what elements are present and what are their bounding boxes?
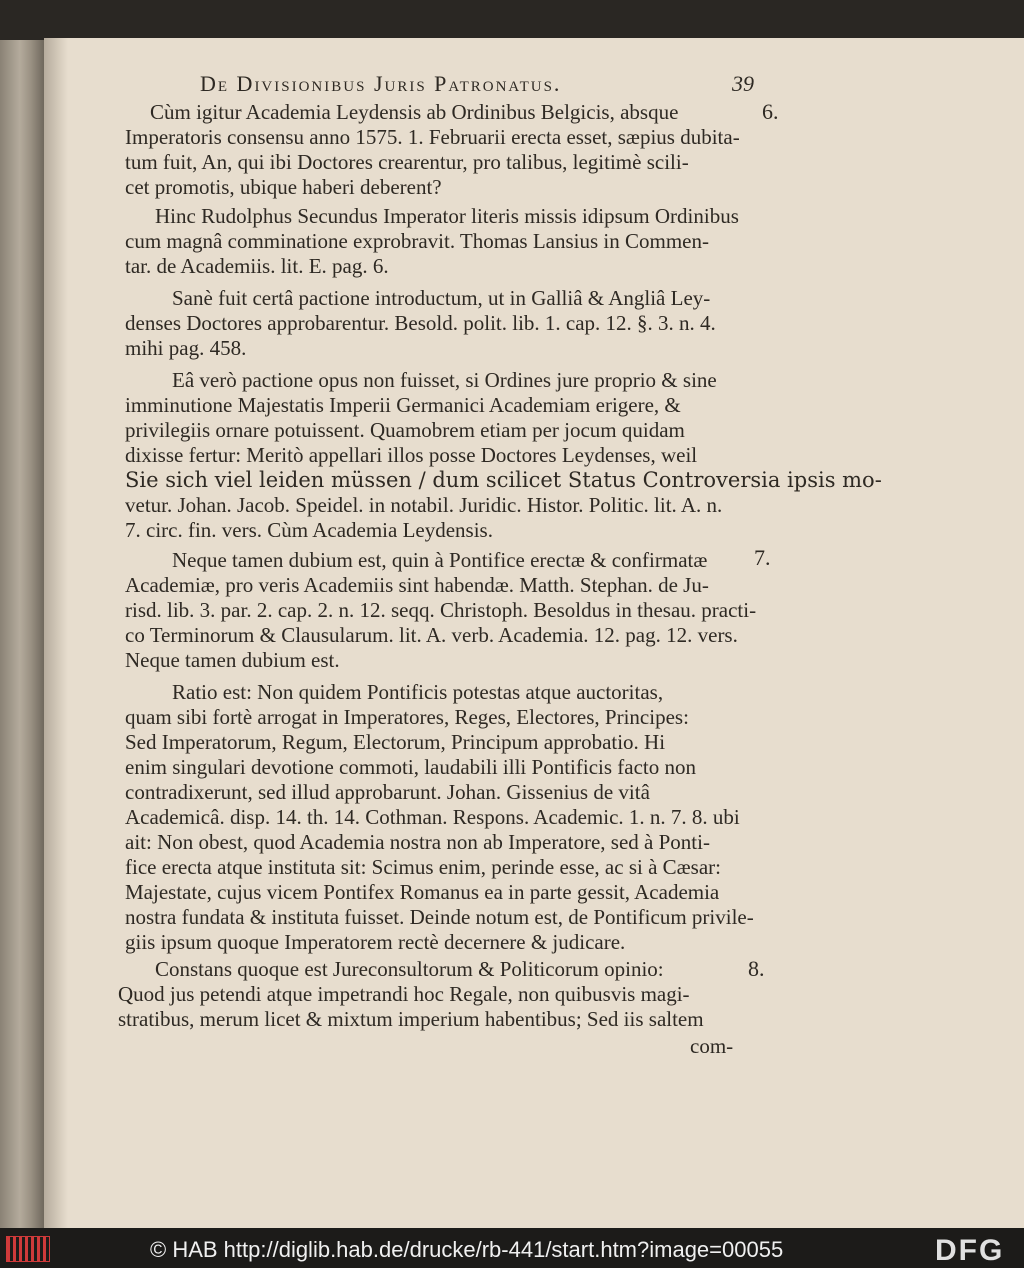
- text-line: co Terminorum & Clausularum. lit. A. verb. Academia. 12. pag. 12. vers.: [125, 623, 738, 647]
- text-line: Neque tamen dubium est, quin à Pontifice erectæ & confirmatæ: [172, 548, 708, 572]
- text-line: fice erecta atque instituta sit: Scimus enim, perinde esse, ac si à Cæsar:: [125, 855, 721, 879]
- running-head: De Divisionibus Juris Patronatus.: [200, 71, 562, 96]
- page-number: 39: [732, 71, 754, 96]
- text-line: mihi pag. 458.: [125, 336, 247, 360]
- book-edge: [0, 40, 44, 1228]
- text-line: giis ipsum quoque Imperatorem rectè decernere & judicare.: [125, 930, 626, 954]
- text-line: ait: Non obest, quod Academia nostra non ab Imperatore, sed à Ponti-: [125, 830, 710, 854]
- text-line: Quod jus petendi atque impetrandi hoc Regale, non quibusvis magi-: [118, 982, 690, 1006]
- text-line: Eâ verò pactione opus non fuisset, si Ordines jure proprio & sine: [172, 368, 717, 392]
- text-line: enim singulari devotione commoti, laudabili illi Pontificis facto non: [125, 755, 696, 779]
- text-line: Majestate, cujus vicem Pontifex Romanus ea in parte gessit, Academia: [125, 880, 720, 904]
- text-line: tar. de Academiis. lit. E. pag. 6.: [125, 254, 389, 278]
- text-line: Constans quoque est Jureconsultorum & Politicorum opinio:: [155, 957, 664, 981]
- text-line: risd. lib. 3. par. 2. cap. 2. n. 12. seqq. Christoph. Besoldus in thesau. practi-: [125, 598, 757, 622]
- catchword: com-: [690, 1034, 734, 1058]
- text-line: quam sibi fortè arrogat in Imperatores, Reges, Electores, Principes:: [125, 705, 689, 729]
- text-line: dixisse fertur: Meritò appellari illos posse Doctores Leydenses, weil: [125, 443, 698, 467]
- text-line: Neque tamen dubium est.: [125, 648, 340, 672]
- text-line: privilegiis ornare potuissent. Quamobrem etiam per jocum quidam: [125, 418, 685, 442]
- margin-number: 6.: [762, 99, 779, 124]
- text-line: denses Doctores approbarentur. Besold. polit. lib. 1. cap. 12. §. 3. n. 4.: [125, 311, 716, 335]
- copyright-link[interactable]: © HAB http://diglib.hab.de/drucke/rb-441/start.htm?image=00055: [150, 1237, 784, 1262]
- text-line: Hinc Rudolphus Secundus Imperator literis missis idipsum Ordinibus: [155, 204, 739, 228]
- text-line: cum magnâ comminatione exprobravit. Thomas Lansius in Commen-: [125, 229, 709, 253]
- text-line: Academicâ. disp. 14. th. 14. Cothman. Respons. Academic. 1. n. 7. 8. ubi: [125, 805, 740, 829]
- gutter-shadow: [44, 38, 68, 1228]
- margin-number: 8.: [748, 956, 765, 981]
- dfg-logo: DFG: [935, 1234, 1005, 1267]
- hab-logo-icon: [6, 1236, 50, 1262]
- text-line: Sie sich viel leiden müssen / dum scilicet Status Controversia ipsis mo-: [125, 468, 882, 492]
- text-line: Imperatoris consensu anno 1575. 1. Februarii erecta esset, sæpius dubita-: [125, 125, 740, 149]
- margin-number: 7.: [754, 545, 771, 570]
- text-line: cet promotis, ubique haberi deberent?: [125, 175, 442, 199]
- text-line: stratibus, merum licet & mixtum imperium habentibus; Sed iis saltem: [118, 1007, 704, 1031]
- text-line: Sed Imperatorum, Regum, Electorum, Principum approbatio. Hi: [125, 730, 666, 754]
- text-line: imminutione Majestatis Imperii Germanici Academiam erigere, &: [125, 393, 681, 417]
- text-line: Cùm igitur Academia Leydensis ab Ordinibus Belgicis, absque: [150, 100, 679, 124]
- text-line: nostra fundata & instituta fuisset. Deinde notum est, de Pontificum privile-: [125, 905, 754, 929]
- text-line: Sanè fuit certâ pactione introductum, ut in Galliâ & Angliâ Ley-: [172, 286, 711, 310]
- text-line: Ratio est: Non quidem Pontificis potestas atque auctoritas,: [172, 680, 664, 704]
- text-line: Academiæ, pro veris Academiis sint habendæ. Matth. Stephan. de Ju-: [125, 573, 709, 597]
- text-line: 7. circ. fin. vers. Cùm Academia Leydensis.: [125, 518, 493, 542]
- text-line: vetur. Johan. Jacob. Speidel. in notabil. Juridic. Histor. Politic. lit. A. n.: [125, 493, 723, 517]
- text-line: tum fuit, An, qui ibi Doctores crearentur, pro talibus, legitimè scili-: [125, 150, 689, 174]
- text-line: contradixerunt, sed illud approbarunt. Johan. Gissenius de vitâ: [125, 780, 650, 804]
